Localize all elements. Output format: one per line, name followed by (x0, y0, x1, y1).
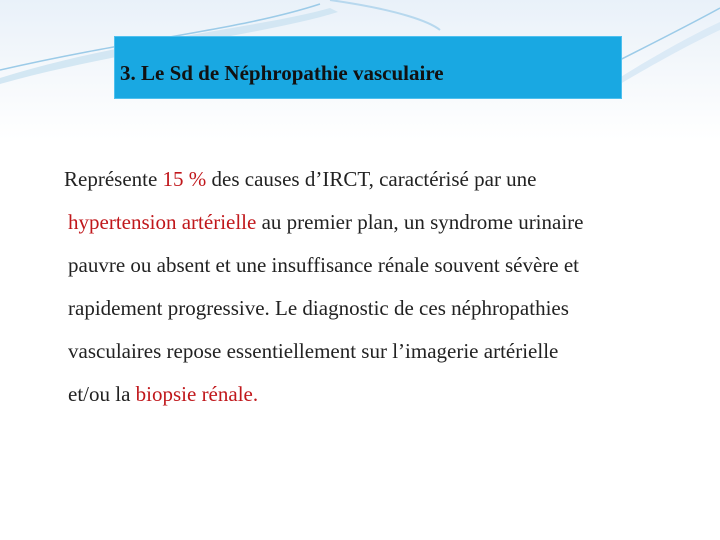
text-run: et/ou la (68, 382, 136, 406)
highlight-hypertension: hypertension artérielle (68, 210, 257, 234)
paragraph-line-1 (64, 167, 537, 192)
paragraph-line-6 (68, 382, 258, 407)
text-run: Représente (64, 167, 163, 191)
text-run: au premier plan, un syndrome urinaire (256, 210, 584, 234)
paragraph-line-4: rapidement progressive. Le diagnostic de ces néphropathies (68, 296, 569, 320)
paragraph-line-5: vasculaires repose essentiellement sur l’imagerie artérielle (68, 339, 559, 363)
paragraph-line-2 (68, 210, 583, 235)
text-run: des causes d’IRCT, caractérisé par une (206, 167, 537, 191)
paragraph-line-3: pauvre ou absent et une insuffisance rénale souvent sévère et (68, 253, 579, 277)
highlight-percentage: 15 % (162, 167, 207, 191)
highlight-biopsie: biopsie rénale. (135, 382, 259, 406)
slide-title: 3. Le Sd de Néphropathie vasculaire (120, 61, 444, 85)
